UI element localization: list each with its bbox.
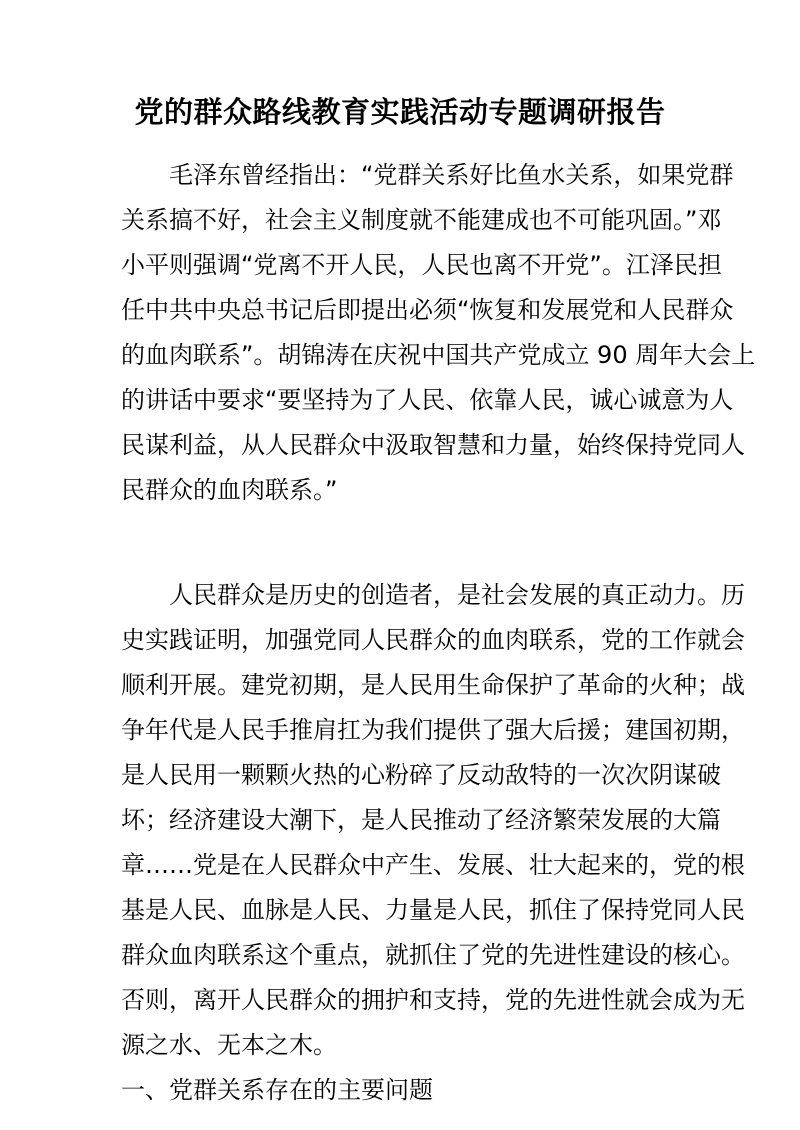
paragraph-2-line-1: 人民群众是历史的创造者，是社会发展的真正动力。历 <box>169 581 745 609</box>
document-title: 党的群众路线教育实践活动专题调研报告 <box>134 95 666 129</box>
paragraph-2-line-9: 群众血肉联系这个重点，就抓住了党的先进性建设的核心。 <box>121 941 745 969</box>
paragraph-1-line-8: 民群众的血肉联系。” <box>121 476 338 504</box>
paragraph-1-line-1: 毛泽东曾经指出：“党群关系好比鱼水关系，如果党群 <box>169 161 734 189</box>
paragraph-2-line-2: 史实践证明，加强党同人民群众的血肉联系，党的工作就会 <box>121 626 745 654</box>
paragraph-2-line-10: 否则，离开人民群众的拥护和支持，党的先进性就会成为无 <box>121 986 745 1014</box>
paragraph-2-line-5: 是人民用一颗颗火热的心粉碎了反动敌特的一次次阴谋破 <box>121 761 721 789</box>
paragraph-1-line-3: 小平则强调“党离不开人民，人民也离不开党”。江泽民担 <box>121 251 722 279</box>
paragraph-2-line-6: 坏；经济建设大潮下，是人民推动了经济繁荣发展的大篇 <box>121 806 721 834</box>
paragraph-2-line-11: 源之水、无本之木。 <box>121 1031 337 1059</box>
paragraph-2-line-7: 章……党是在人民群众中产生、发展、壮大起来的，党的根 <box>121 851 745 879</box>
paragraph-1-line-5: 的血肉联系”。胡锦涛在庆祝中国共产党成立 90 周年大会上 <box>121 341 756 369</box>
paragraph-1-line-2: 关系搞不好，社会主义制度就不能建成也不可能巩固。”邓 <box>121 206 722 234</box>
paragraph-2-line-4: 争年代是人民手推肩扛为我们提供了强大后援；建国初期， <box>121 716 745 744</box>
section-heading: 一、党群关系存在的主要问题 <box>121 1076 433 1104</box>
paragraph-2-line-3: 顺利开展。建党初期，是人民用生命保护了革命的火种；战 <box>121 671 745 699</box>
paragraph-1-line-4: 任中共中央总书记后即提出必须“恢复和发展党和人民群众 <box>121 296 734 324</box>
paragraph-1-line-6: 的讲话中要求“要坚持为了人民、依靠人民，诚心诚意为人 <box>121 386 734 414</box>
paragraph-1-line-7: 民谋利益，从人民群众中汲取智慧和力量，始终保持党同人 <box>121 431 745 459</box>
paragraph-2-line-8: 基是人民、血脉是人民、力量是人民，抓住了保持党同人民 <box>121 896 745 924</box>
